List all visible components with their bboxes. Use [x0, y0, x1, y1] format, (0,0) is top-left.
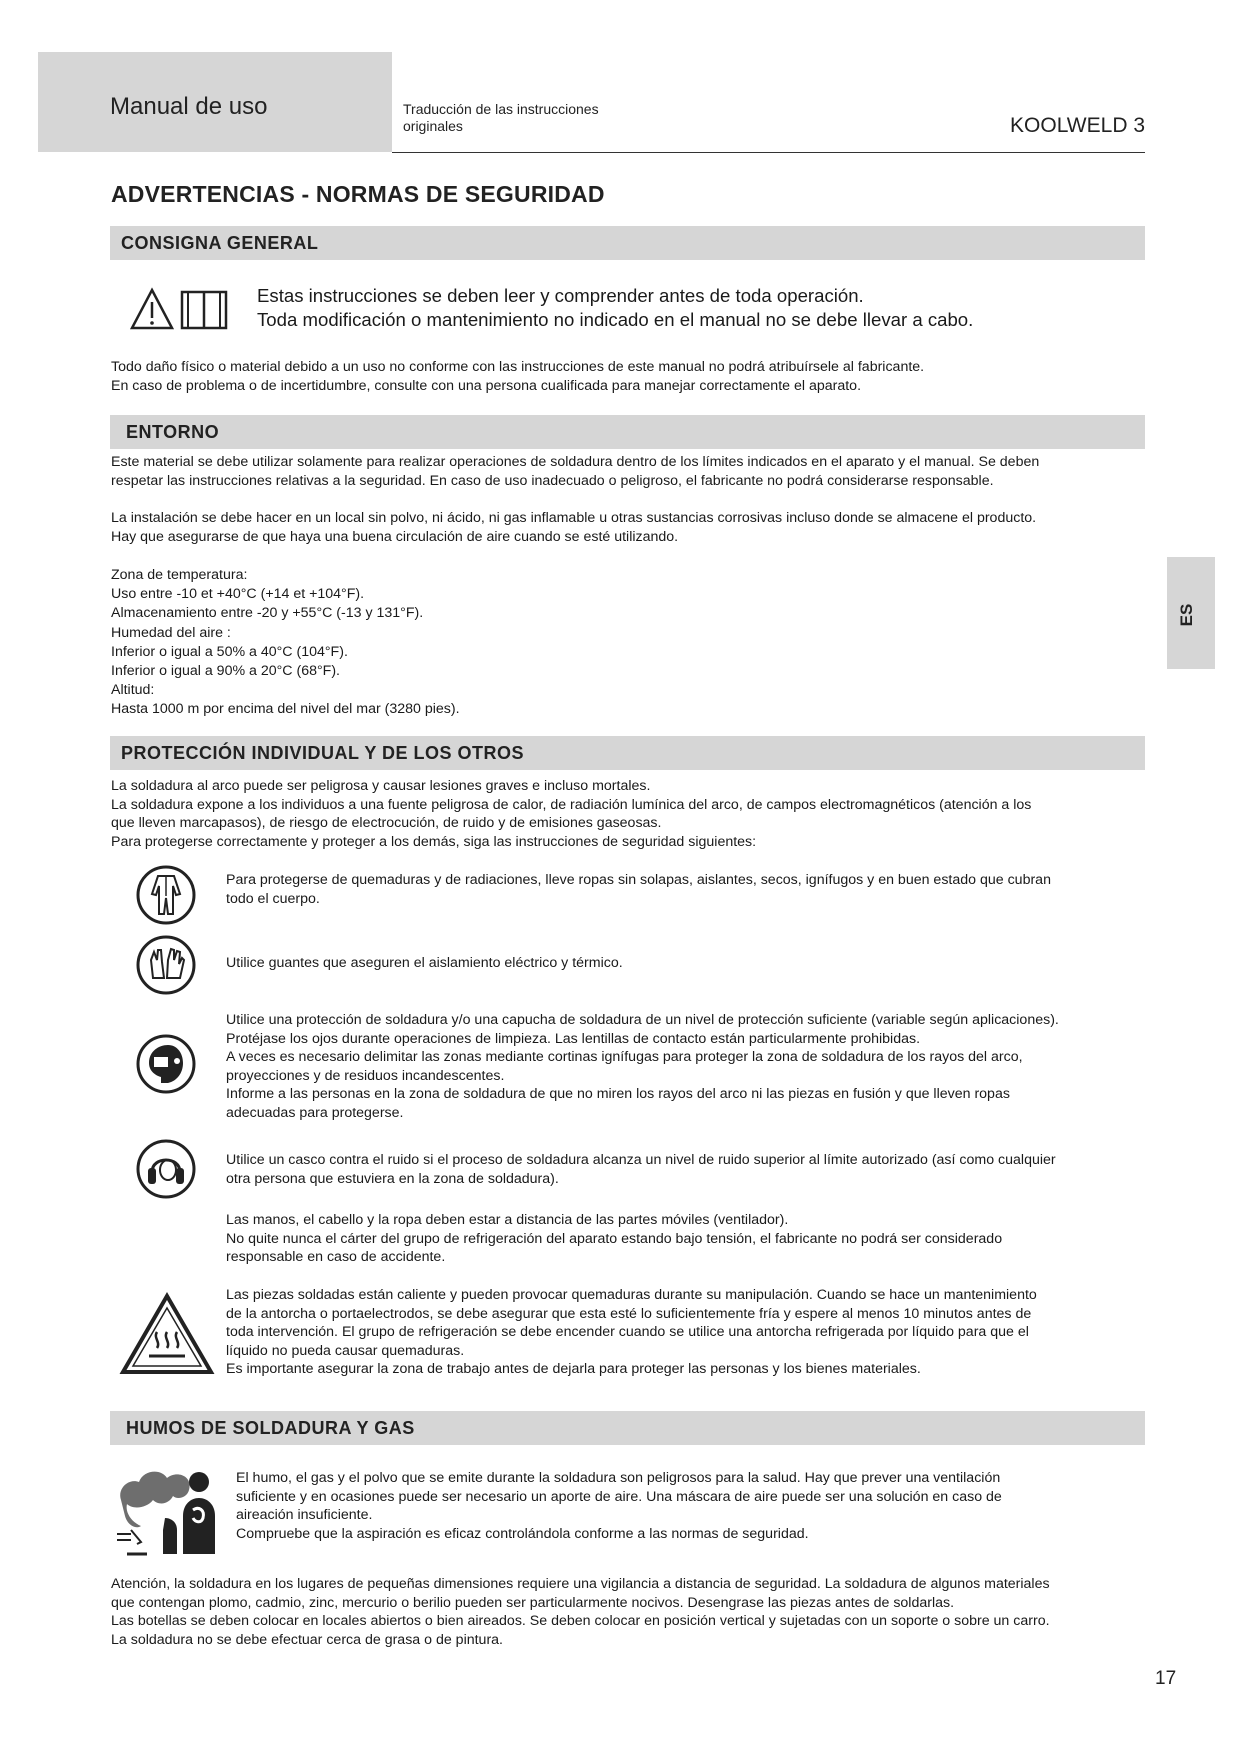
env-para2-line2: Hay que asegurarse de que haya una buena circulación de aire cuando se esté utilizando. — [111, 528, 679, 545]
manual-title: Manual de uso — [110, 93, 268, 120]
clothing-line: Para protegerse de quemaduras y de radiaciones, lleve ropas sin solapas, aislantes, secos, ignífugos y en buen estado que cubran — [226, 872, 1051, 888]
fumes-footer-line: La soldadura no se debe efectuar cerca de grasa o de pintura. — [111, 1631, 503, 1648]
fumes-line: suficiente y en ocasiones puede ser necesario un aporte de aire. Una máscara de aire puede ser una solución en caso de — [236, 1488, 1002, 1505]
moving-line: No quite nunca el cárter del grupo de refrigeración del aparato estando bajo tensión, el fabricante no podrá ser considerado — [226, 1230, 1003, 1247]
page-title: ADVERTENCIAS - NORMAS DE SEGURIDAD — [111, 181, 605, 207]
env-para2-line1: La instalación se debe hacer en un local sin polvo, ni ácido, ni gas inflamable u otras sustancias corrosivas incluso donde se almacene el producto. — [111, 510, 1037, 526]
general-para-2: En caso de problema o de incertidumbre, consulte con una persona cualificada para manejar correctamente el aparato. — [111, 377, 862, 394]
intro-line: La soldadura al arco puede ser peligrosa y causar lesiones graves e incluso mortales. — [111, 778, 651, 794]
env-para1-line2: respetar las instrucciones relativas a la seguridad. En caso de uso inadecuado o peligroso, el fabricante no podrá considerarse responsable. — [111, 472, 994, 489]
ear-line: otra persona que estuviera en la zona de soldadura). — [226, 1170, 559, 1187]
spec-line: Zona de temperatura: — [111, 567, 248, 583]
translation-line-1: Traducción de las instrucciones — [403, 101, 599, 117]
moving-parts-text — [226, 1211, 1134, 1267]
mask-line: adecuadas para protegerse. — [226, 1104, 404, 1121]
mask-line: proyecciones y de residuos incandescentes. — [226, 1067, 505, 1084]
environment-specs — [111, 566, 460, 720]
hot-parts-text — [226, 1286, 1134, 1379]
clothing-line: todo el cuerpo. — [226, 890, 320, 907]
gloves-text: Utilice guantes que aseguren el aislamiento eléctrico y térmico. — [226, 955, 623, 971]
model-name: KOOLWELD 3 — [1010, 114, 1145, 137]
mask-line: Informe a las personas en la zona de soldadura de que no miren los rayos del arco ni las piezas en fusión y que lleven ropas — [226, 1086, 1010, 1102]
spec-line: Humedad del aire : — [111, 624, 231, 641]
spec-line: Inferior o igual a 50% a 40°C (104°F). — [111, 643, 348, 660]
spec-line: Almacenamiento entre -20 y +55°C (-13 y 131°F). — [111, 605, 424, 622]
fumes-footer-line: que contengan plomo, cadmio, zinc, mercurio o berilio pueden ser particularmente nocivos. Desengrase las piezas antes de soldarlas. — [111, 1594, 955, 1611]
environment-para-1 — [111, 453, 1039, 490]
section-bar-protection — [110, 736, 1145, 770]
fumes-footer-line: Las botellas se deben colocar en locales abiertos o bien aireados. Se deben colocar en posición vertical y sujetadas con un soporte o sobre un carro. — [111, 1613, 1050, 1629]
hot-line: Las piezas soldadas están caliente y pueden provocar quemaduras durante su manipulación. Cuando se hace un mantenimiento — [226, 1287, 1037, 1303]
notice-line-1: Estas instrucciones se deben leer y comprender antes de toda operación. — [257, 285, 864, 306]
section-heading-protection: PROTECCIÓN INDIVIDUAL Y DE LOS OTROS — [121, 743, 525, 763]
gloves-icon — [135, 934, 197, 996]
section-heading-general: CONSIGNA GENERAL — [121, 233, 319, 253]
spec-line: Altitud: — [111, 682, 155, 699]
general-para-1: Todo daño físico o material debido a un uso no conforme con las instrucciones de este manual no podrá atribuírsele al fabricante. — [111, 359, 925, 375]
intro-line: Para protegerse correctamente y proteger a los demás, siga las instrucciones de seguridad siguientes: — [111, 833, 757, 850]
section-bar-environment — [110, 415, 1145, 449]
fumes-line: Compruebe que la aspiración es eficaz controlándola conforme a las normas de seguridad. — [236, 1525, 809, 1542]
hot-surface-icon — [119, 1292, 215, 1376]
spec-line: Hasta 1000 m por encima del nivel del mar (3280 pies). — [111, 701, 460, 718]
spec-line: Inferior o igual a 90% a 20°C (68°F). — [111, 663, 341, 680]
section-heading-fumes: HUMOS DE SOLDADURA Y GAS — [126, 1418, 415, 1438]
hot-line: toda intervención. El grupo de refrigeración se debe encender cuando se utilice una antorcha refrigerada por líquido para que el — [226, 1324, 1029, 1340]
fumes-line: El humo, el gas y el polvo que se emite durante la soldadura son peligrosos para la salud. Hay que prever una ventilación — [236, 1470, 1001, 1486]
mask-line: A veces es necesario delimitar las zonas mediante cortinas ignífugas para proteger la zona de soldadura de los rayos del arco, — [226, 1049, 1023, 1065]
fumes-footer — [111, 1575, 1146, 1649]
ear-text — [226, 1151, 1134, 1188]
env-para1-line1: Este material se debe utilizar solamente para realizar operaciones de soldadura dentro de los límites indicados en el aparato y el manual. Se deben — [111, 454, 1040, 470]
language-tab — [1167, 557, 1215, 669]
section-bar-general — [110, 226, 1145, 260]
moving-line: responsable en caso de accidente. — [226, 1249, 446, 1265]
translation-line-2: originales — [403, 118, 463, 134]
general-paragraph — [111, 358, 924, 395]
language-tab-label: ES — [1177, 603, 1196, 627]
fumes-text — [236, 1469, 1126, 1543]
mask-text — [226, 1011, 1134, 1122]
general-notice — [257, 284, 973, 332]
hot-line: Es importante asegurar la zona de trabajo antes de dejarla para proteger las personas y los bienes materiales. — [226, 1361, 921, 1377]
translation-note — [403, 101, 663, 135]
environment-para-2 — [111, 509, 1036, 546]
mask-line: Utilice una protección de soldadura y/o una capucha de soldadura de un nivel de protección suficiente (variable según aplicaciones). — [226, 1012, 1059, 1028]
intro-line: que lleven marcapasos), de riesgo de electrocución, de ruido y de emisiones gaseosas. — [111, 815, 662, 831]
moving-line: Las manos, el cabello y la ropa deben estar a distancia de las partes móviles (ventilador). — [226, 1212, 789, 1228]
clothing-text — [226, 871, 1136, 908]
protective-clothing-icon — [135, 864, 197, 926]
page-number: 17 — [1155, 1668, 1177, 1689]
protection-intro — [111, 777, 1031, 851]
mask-line: Protéjase los ojos durante operaciones de limpieza. Las lentillas de contacto están particularmente prohibidas. — [226, 1030, 921, 1047]
fumes-line: aireación insuficiente. — [236, 1507, 373, 1523]
hot-line: de la antorcha o portaelectrodos, se debe asegurar que esta esté lo suficientemente fría y espere al menos 10 minutos antes de — [226, 1305, 1032, 1322]
fumes-footer-line: Atención, la soldadura en los lugares de pequeñas dimensiones requiere una vigilancia a distancia de seguridad. La soldadura de algunos materiales — [111, 1576, 1050, 1592]
header-divider — [392, 152, 1145, 153]
hot-line: líquido no pueda causar quemaduras. — [226, 1342, 465, 1359]
spec-line: Uso entre -10 et +40°C (+14 et +104°F). — [111, 586, 365, 603]
section-heading-environment: ENTORNO — [126, 422, 220, 442]
notice-line-2: Toda modificación o mantenimiento no indicado en el manual no se debe llevar a cabo. — [257, 309, 974, 330]
welding-mask-icon — [135, 1033, 197, 1095]
warning-manual-icon — [130, 286, 230, 332]
ear-line: Utilice un casco contra el ruido si el proceso de soldadura alcanza un nivel de ruido superior al límite autorizado (así como cualquier — [226, 1152, 1056, 1168]
section-bar-fumes — [110, 1411, 1145, 1445]
intro-line: La soldadura expone a los individuos a una fuente peligrosa de calor, de radiación lumínica del arco, de campos electromagnéticos (atención a los — [111, 796, 1032, 813]
welding-fumes-icon — [113, 1460, 233, 1560]
ear-protection-icon — [135, 1138, 197, 1200]
